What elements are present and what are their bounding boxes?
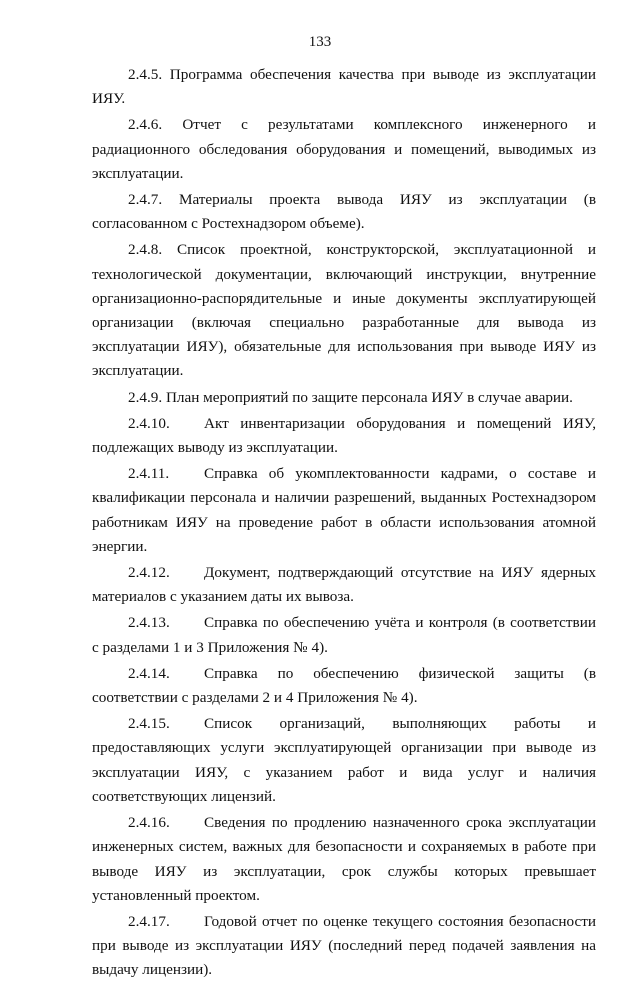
list-item — [92, 462, 596, 559]
item-text: Сведения по продлению назначенного срока эксплуатации инженерных систем, важных для безопасности и сохраняемых в работе при выводе ИЯУ из эксплуатации, срок службы которых превышает установленный проектом. — [92, 814, 596, 904]
item-text: Годовой отчет по оценке текущего состояния безопасности при выводе из эксплуатации ИЯУ (последний перед подачей заявления на выдачу лицензии). — [92, 912, 596, 979]
list-item — [92, 113, 596, 186]
list-item — [92, 611, 596, 659]
item-text: Справка об укомплектованности кадрами, о составе и квалификации персонала и наличии разрешений, выданных Ростехнадзором работникам ИЯУ на проведение работ в области использования атомной энергии. — [92, 465, 596, 555]
list-item — [92, 811, 596, 908]
item-text: Документ, подтверждающий отсутствие на ИЯУ ядерных материалов с указанием даты их вывоза. — [92, 564, 596, 606]
item-number: 2.4.17. — [128, 912, 170, 930]
item-number: 2.4.14. — [128, 664, 170, 682]
item-number: 2.4.8. — [128, 241, 163, 259]
item-number: 2.4.11. — [128, 465, 170, 483]
item-text: Отчет с результатами комплексного инженерного и радиационного обследования оборудования и помещений, выводимых из эксплуатации. — [92, 116, 596, 182]
document-body — [92, 63, 596, 983]
item-text: Справка по обеспечению учёта и контроля (в соответствии с разделами 1 и 3 Приложения № 4). — [92, 614, 596, 656]
item-text: План мероприятий по защите персонала ИЯУ в случае аварии. — [165, 388, 573, 406]
list-item — [92, 712, 596, 809]
item-number: 2.4.6. — [128, 116, 163, 134]
item-text: Список проектной, конструкторской, эксплуатационной и технологической документации, включающий инструкции, внутренние организационно-распорядительные и иные документы эксплуатирующей организации (включая специально разработанные для вывода из эксплуатации ИЯУ), обязательные для использования при выводе ИЯУ из эксплуатации. — [92, 241, 597, 380]
list-item — [92, 561, 596, 609]
item-number: 2.4.5. — [128, 66, 163, 83]
item-number: 2.4.10. — [128, 414, 170, 432]
list-item — [92, 63, 596, 111]
item-number: 2.4.7. — [128, 191, 163, 209]
list-item — [92, 188, 596, 236]
item-number: 2.4.15. — [128, 715, 170, 733]
item-number: 2.4.9. — [128, 388, 163, 406]
list-item — [92, 386, 596, 410]
list-item — [92, 662, 596, 710]
item-text: Справка по обеспечению физической защиты (в соответствии с разделами 2 и 4 Приложения № 4). — [92, 664, 596, 707]
item-number: 2.4.16. — [128, 814, 170, 832]
item-text: Программа обеспечения качества при выводе из эксплуатации ИЯУ. — [92, 66, 597, 108]
page-number: 133 — [308, 34, 332, 50]
item-number: 2.4.13. — [128, 614, 170, 632]
item-number: 2.4.12. — [128, 564, 170, 582]
list-item — [92, 910, 596, 983]
item-text: Материалы проекта вывода ИЯУ из эксплуатации (в согласованном с Ростехнадзором объеме). — [92, 191, 596, 233]
item-text: Список организаций, выполняющих работы и предоставляющих услуги эксплуатирующей организации при выводе из эксплуатации ИЯУ, с указанием работ и вида услуг и наличия соответствующих лицензий. — [92, 715, 596, 805]
list-item — [92, 412, 596, 460]
item-text: Акт инвентаризации оборудования и помещений ИЯУ, подлежащих выводу из эксплуатации. — [92, 414, 596, 457]
list-item — [92, 238, 596, 383]
